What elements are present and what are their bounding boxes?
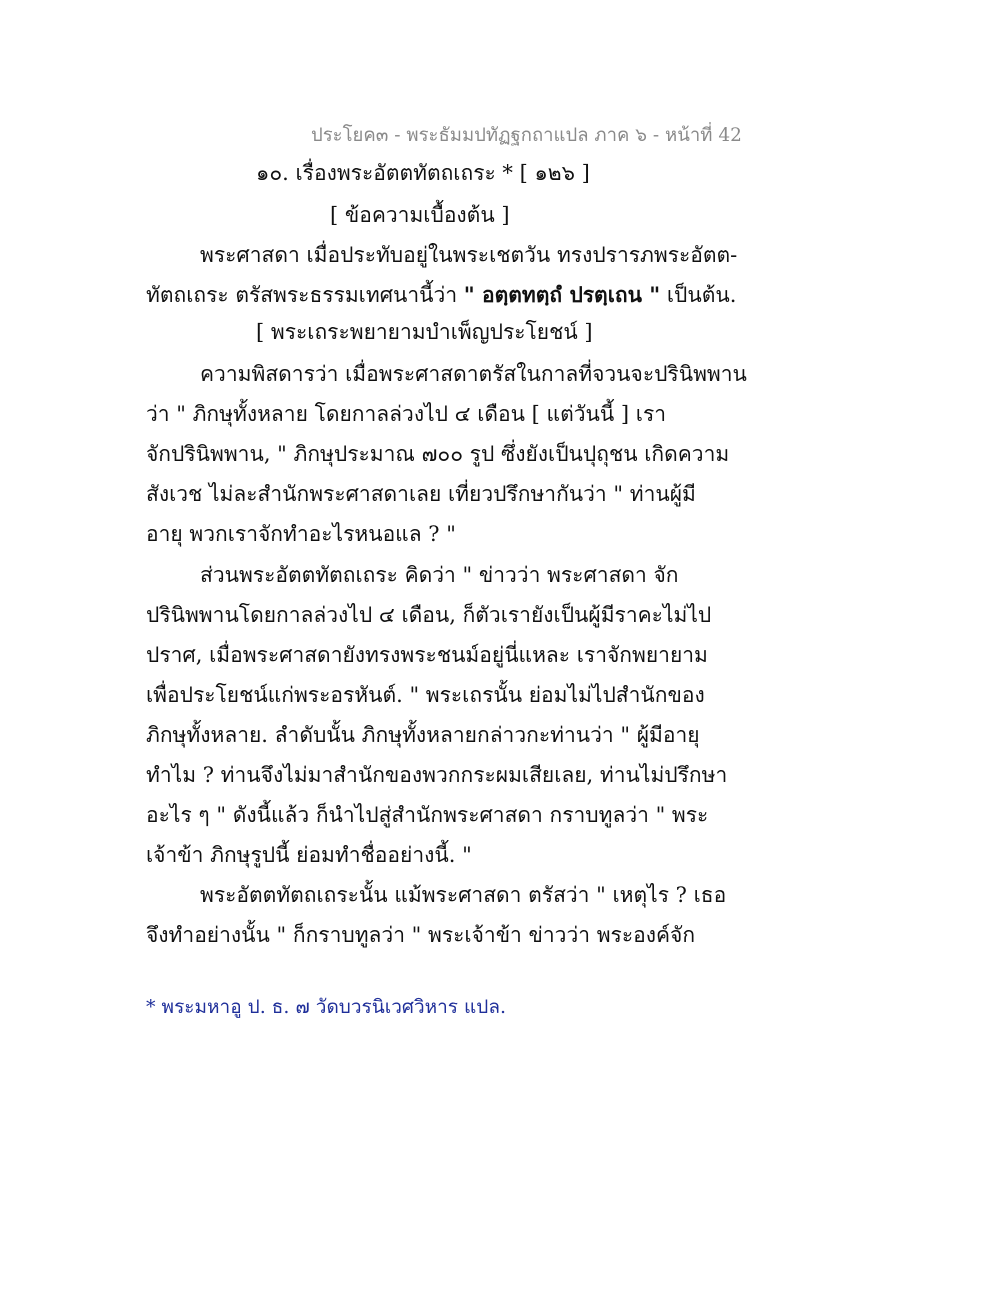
body-line: ปราศ, เมื่อพระศาสดายังทรงพระชนม์อยู่นี่แหละ เราจักพยายาม <box>146 643 708 667</box>
body-line: ความพิสดารว่า เมื่อพระศาสดาตรัสในกาลที่จวนจะปรินิพพาน <box>200 362 747 386</box>
intro-line-2-text: ทัตถเถระ ตรัสพระธรรมเทศนานี้ว่า <box>146 283 464 307</box>
intro-line-2 <box>146 280 736 310</box>
body-line: อายุ พวกเราจักทำอะไรหนอแล ? " <box>146 522 456 546</box>
opening-heading: [ ข้อความเบื้องต้น ] <box>330 203 510 227</box>
body-line: จึงทำอย่างนั้น " ก็กราบทูลว่า " พระเจ้าข้า ข่าวว่า พระองค์จัก <box>146 923 696 947</box>
body-line: ว่า " ภิกษุทั้งหลาย โดยกาลล่วงไป ๔ เดือน [ แต่วันนี้ ] เรา <box>146 402 667 426</box>
running-header: ประโยค๓ - พระธัมมปทัฏฐกถาแปล ภาค ๖ - หน้าที่ 42 <box>311 125 742 146</box>
story-title: ๑๐. เรื่องพระอัตตทัตถเถระ * [ ๑๒๖ ] <box>256 161 590 185</box>
body-line: ส่วนพระอัตตทัตถเถระ คิดว่า " ข่าวว่า พระศาสดา จัก <box>200 563 679 587</box>
pali-quote: " อตฺตทตฺถํ ปรตฺเถน " <box>463 282 661 307</box>
body-line: จักปรินิพพาน, " ภิกษุประมาณ ๗๐๐ รูป ซึ่งยังเป็นปุถุชน เกิดความ <box>146 442 730 466</box>
body-line: ปรินิพพานโดยกาลล่วงไป ๔ เดือน, ก็ตัวเรายังเป็นผู้มีราคะไม่ไป <box>146 603 712 627</box>
body-line: ภิกษุทั้งหลาย. ลำดับนั้น ภิกษุทั้งหลายกล่าวกะท่านว่า " ผู้มีอายุ <box>146 723 700 747</box>
body-line: อะไร ๆ " ดังนี้แล้ว ก็นำไปสู่สำนักพระศาสดา กราบทูลว่า " พระ <box>146 803 709 827</box>
intro-line-1: พระศาสดา เมื่อประทับอยู่ในพระเชตวัน ทรงปรารภพระอัตต- <box>200 243 738 267</box>
body-line: สังเวช ไม่ละสำนักพระศาสดาเลย เที่ยวปรึกษากันว่า " ท่านผู้มี <box>146 482 696 506</box>
body-line: เจ้าข้า ภิกษุรูปนี้ ย่อมทำชื่ออย่างนี้. " <box>146 843 472 867</box>
intro-line-2-ending: เป็นต้น. <box>660 283 737 307</box>
body-line: พระอัตตทัตถเถระนั้น แม้พระศาสดา ตรัสว่า " เหตุไร ? เธอ <box>200 883 727 907</box>
body-line: เพื่อประโยชน์แก่พระอรหันต์. " พระเถรนั้น ย่อมไม่ไปสำนักของ <box>146 683 705 707</box>
footnote: * พระมหาอู ป. ธ. ๗ วัดบวรนิเวศวิหาร แปล. <box>146 996 507 1018</box>
section-heading: [ พระเถระพยายามบำเพ็ญประโยชน์ ] <box>256 320 593 344</box>
body-line: ทำไม ? ท่านจึงไม่มาสำนักของพวกกระผมเสียเลย, ท่านไม่ปรึกษา <box>146 763 728 787</box>
